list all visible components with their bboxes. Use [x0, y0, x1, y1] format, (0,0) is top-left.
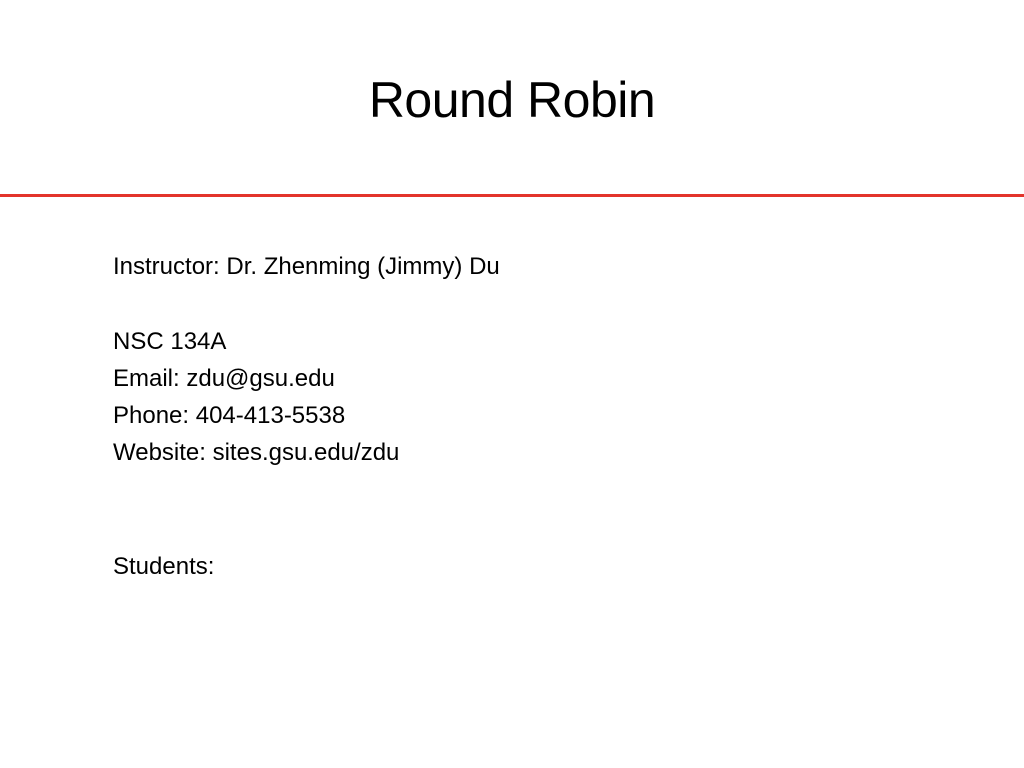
- students-label: Students:: [113, 553, 215, 580]
- phone-line: Phone: 404-413-5538: [113, 402, 346, 429]
- office-line: NSC 134A: [113, 328, 227, 355]
- instructor-line: Instructor: Dr. Zhenming (Jimmy) Du: [113, 253, 500, 280]
- slide-title: Round Robin: [368, 72, 656, 128]
- email-line: Email: zdu@gsu.edu: [113, 365, 335, 392]
- website-line: Website: sites.gsu.edu/zdu: [113, 439, 400, 466]
- title-divider: [0, 194, 1024, 197]
